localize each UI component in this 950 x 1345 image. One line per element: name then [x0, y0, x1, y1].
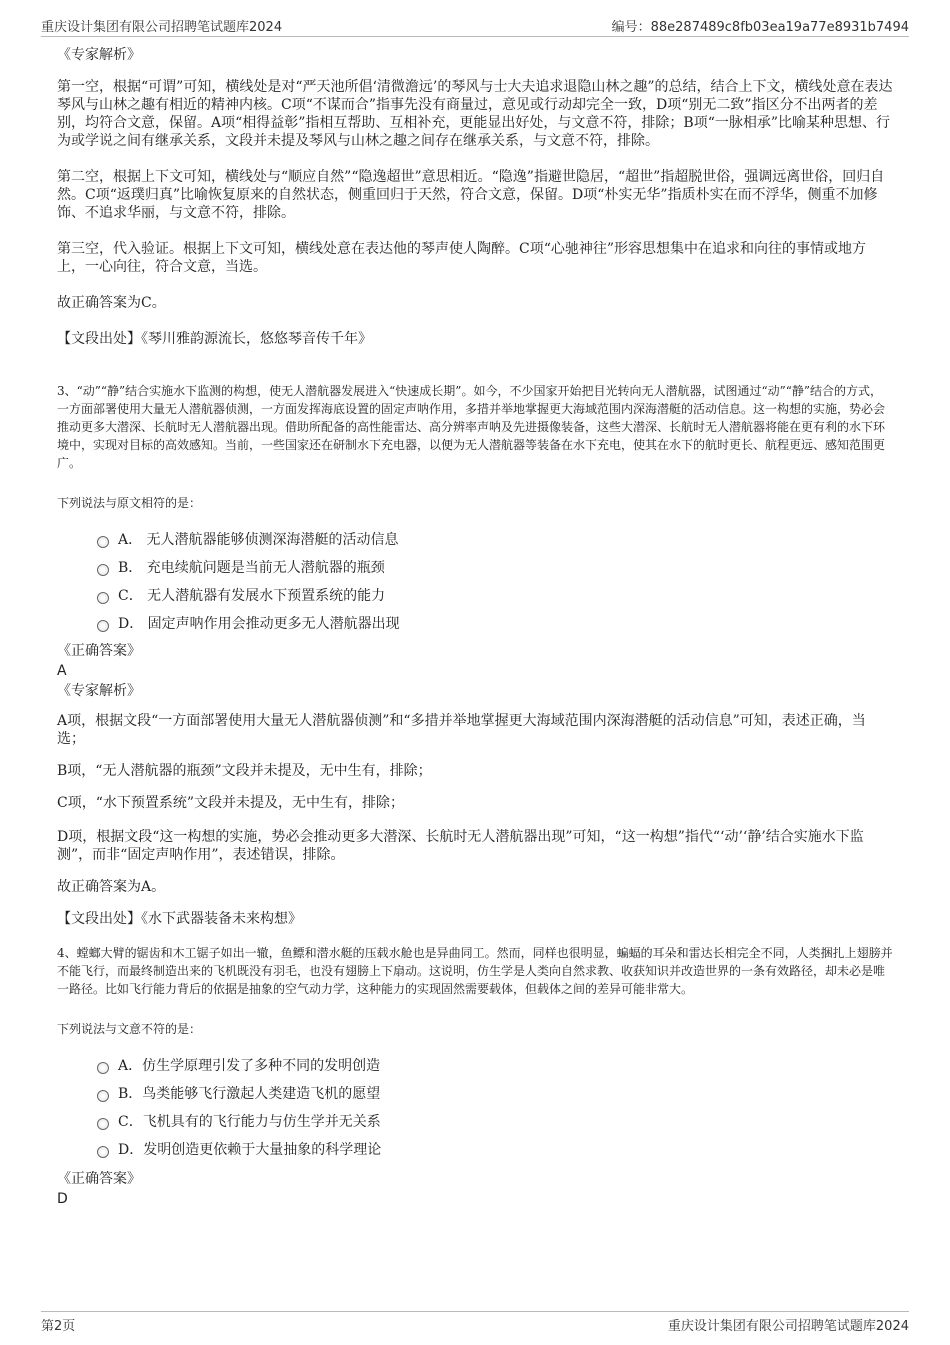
header-doc-id: 编号：88e287489c8fb03ea19a77e8931b7494 — [611, 20, 909, 35]
radio-icon[interactable] — [97, 536, 109, 548]
radio-icon[interactable] — [97, 564, 109, 576]
q3-option-d-label: D． 固定声呐作用会推动更多无人潜航器出现 — [118, 616, 400, 632]
radio-icon[interactable] — [97, 1146, 109, 1158]
q3-option-c[interactable] — [97, 582, 893, 610]
q4-option-c[interactable] — [97, 1108, 893, 1136]
q2-analysis-label: 《专家解析》 — [57, 47, 141, 63]
q4-option-c-label: C．飞机具有的飞行能力与仿生学并无关系 — [118, 1114, 381, 1130]
q4-option-b-label: B．鸟类能够飞行激起人类建造飞机的愿望 — [118, 1086, 381, 1102]
page-footer — [41, 1311, 909, 1332]
q3-option-a-label: A． 无人潜航器能够侦测深海潜艇的活动信息 — [118, 532, 399, 548]
q2-analysis-para-2: 第二空，根据上下文可知，横线处与“顺应自然”“隐逸超世”意思相近。“隐逸”指避世隐居，“超世”指超脱世俗，强调远离世俗，回归自然。C项“返璞归真”比喻恢复原来的自然状态，侧重回归于天然，符合文意，保留。D项“朴实无华”指质朴实在而不浮华，侧重不加修饰、不追求华丽，与文意不符，排除。 — [57, 169, 885, 221]
header-doc-title: 重庆设计集团有限公司招聘笔试题库2024 — [41, 20, 283, 35]
q2-analysis-para-3: 第三空，代入验证。根据上下文可知，横线处意在表达他的琴声使人陶醉。C项“心驰神往”形容思想集中在追求和向往的事情或地方上，一心向往，符合文意，当选。 — [57, 241, 867, 275]
q2-source: 【文段出处】《琴川雅韵源流长，悠悠琴音传千年》 — [57, 331, 372, 347]
q4-prompt: 下列说法与文意不符的是： — [57, 1022, 202, 1036]
radio-icon[interactable] — [97, 592, 109, 604]
q3-answer-label: 《正确答案》 — [57, 643, 141, 659]
q3-analysis-b: B项，“无人潜航器的瓶颈”文段并未提及，无中生有，排除； — [57, 763, 432, 779]
q3-analysis-c: C项，“水下预置系统”文段并未提及，无中生有，排除； — [57, 795, 405, 811]
q3-conclusion: 故正确答案为A。 — [57, 879, 166, 895]
q3-source: 【文段出处】《水下武器装备未来构想》 — [57, 911, 302, 927]
page-content — [57, 46, 893, 1208]
q4-option-b[interactable] — [97, 1080, 893, 1108]
q3-option-b[interactable] — [97, 554, 893, 582]
q4-answer-label: 《正确答案》 — [57, 1171, 141, 1187]
q2-analysis-para-1: 第一空，根据“可谓”可知，横线处是对“严天池所倡‘清微澹远’的琴风与士大夫追求退隐山林之趣”的总结，结合上下文，横线处意在表达琴风与山林之趣有相近的精神内核。C项“不谋而合”指事先没有商量过，意见或行动却完全一致，D项“别无二致”指区分不出两者的差别，均符合文意，保留。A项“相得益彰”指相互帮助、互相补充，更能显出好处，与文意不符，排除；B项“一脉相承”比喻某种思想、行为或学说之间有继承关系，文段并未提及琴风与山林之趣之间存在继承关系，与文意不符，排除。 — [57, 79, 893, 149]
q4-options — [57, 1052, 893, 1164]
q4-option-a-label: A．仿生学原理引发了多种不同的发明创造 — [118, 1058, 381, 1074]
radio-icon[interactable] — [97, 620, 109, 632]
q3-prompt: 下列说法与原文相符的是： — [57, 496, 202, 510]
q3-answer: A — [57, 663, 67, 679]
radio-icon[interactable] — [97, 1062, 109, 1074]
footer-doc-title: 重庆设计集团有限公司招聘笔试题库2024 — [667, 1319, 909, 1334]
q3-option-b-label: B． 充电续航问题是当前无人潜航器的瓶颈 — [118, 560, 385, 576]
q3-analysis-label: 《专家解析》 — [57, 683, 141, 699]
q3-options — [57, 526, 893, 638]
q3-option-a[interactable] — [97, 526, 893, 554]
q3-passage: 3、“动”“静”结合实施水下监测的构想，使无人潜航器发展进入“快速成长期”。如今，不少国家开始把目光转向无人潜航器，试图通过“动”“静”结合的方式，一方面部署使用大量无人潜航器侦测，一方面发挥海底设置的固定声呐作用，多措并举地掌握更大海域范围内深海潜艇的活动信息。这一构想的实施，势必会推动更多大潜深、长航时无人潜航器出现。借助所配备的高性能雷达、高分辨率声呐及先进摄像装备，这些大潜深、长航时无人潜航器将能在更有利的水下环境中，实现对目标的高效感知。当前，一些国家还在研制水下充电器，以便为无人潜航器等装备在水下充电，使其在水下的航时更长、航程更远、感知范围更广。 — [57, 384, 886, 470]
q3-option-d[interactable] — [97, 610, 893, 638]
radio-icon[interactable] — [97, 1090, 109, 1102]
q4-option-d[interactable] — [97, 1136, 893, 1164]
q4-answer: D — [57, 1191, 68, 1207]
page-header — [41, 14, 909, 37]
footer-page-number: 第2页 — [41, 1319, 76, 1334]
radio-icon[interactable] — [97, 1118, 109, 1130]
q4-passage: 4、螳螂大臂的锯齿和木工锯子如出一辙，鱼鳔和潜水艇的压载水舱也是异曲同工。然而，同样也很明显，蝙蝠的耳朵和雷达长相完全不同，人类捆扎上翅膀并不能飞行，而最终制造出来的飞机既没有羽毛，也没有翅膀上下扇动。这说明，仿生学是人类向自然求教、收获知识并改造世界的一条有效路径，却未必是唯一路径。比如飞行能力背后的依据是抽象的空气动力学，这种能力的实现固然需要载体，但载体之间的差异可能非常大。 — [57, 946, 893, 996]
q4-option-a[interactable] — [97, 1052, 893, 1080]
q3-analysis-d: D项，根据文段“这一构想的实施，势必会推动更多大潜深、长航时无人潜航器出现”可知，“这一构想”指代“‘动’‘静’结合实施水下监测”，而非“固定声呐作用”，表述错误，排除。 — [57, 829, 864, 863]
q3-option-c-label: C． 无人潜航器有发展水下预置系统的能力 — [118, 588, 386, 604]
q3-analysis-a: A项，根据文段“一方面部署使用大量无人潜航器侦测”和“多措并举地掌握更大海域范围内深海潜艇的活动信息”可知，表述正确，当选； — [57, 713, 866, 747]
q2-conclusion: 故正确答案为C。 — [57, 295, 166, 311]
q4-option-d-label: D．发明创造更依赖于大量抽象的科学理论 — [118, 1142, 382, 1158]
